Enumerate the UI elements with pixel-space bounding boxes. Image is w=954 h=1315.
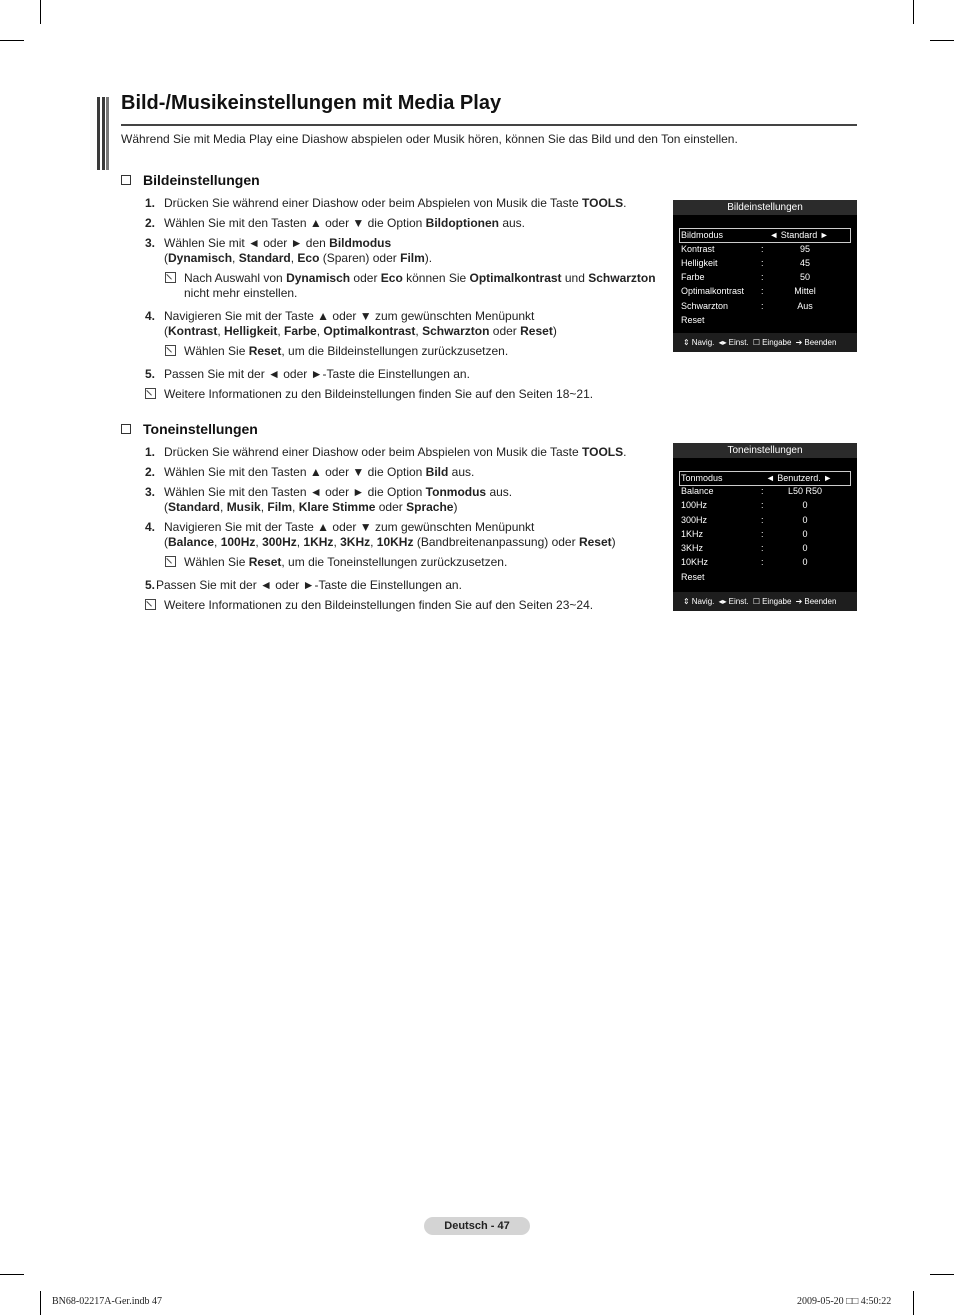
- note-text: nicht mehr einstellen.: [184, 286, 298, 300]
- osd-row: 3KHz : 0: [681, 543, 808, 553]
- checkbox-bullet-icon: [121, 424, 131, 434]
- step-text: Passen Sie mit der ◄ oder ►-Taste die Einstellungen an.: [164, 367, 470, 381]
- step-text: (Dynamisch, Standard, Eco (Sparen) oder Film).: [164, 251, 433, 265]
- crop-mark: [930, 40, 954, 41]
- osd-row: 10KHz : 0: [681, 557, 808, 567]
- step-number: 4.: [145, 520, 156, 534]
- osd-footer: ⇕ Navig. ◂▸ Einst. ☐ Eingabe ➔ Beenden: [673, 592, 857, 611]
- osd-row: Helligkeit : 45: [681, 258, 810, 268]
- exit-icon: ➔: [795, 597, 803, 606]
- note-icon: [165, 345, 176, 356]
- crop-mark: [913, 0, 914, 24]
- step-number: 5.: [145, 367, 156, 381]
- note-text: Wählen Sie Reset, um die Bildeinstellungen zurückzusetzen.: [184, 344, 509, 358]
- note-icon: [145, 388, 156, 399]
- intro-text: Während Sie mit Media Play eine Diashow abspielen oder Musik hören, können Sie das Bild und den Ton einstellen.: [121, 132, 738, 146]
- note-icon: [165, 272, 176, 283]
- note-icon: [165, 556, 176, 567]
- note-icon: [145, 599, 156, 610]
- step-text: (Standard, Musik, Film, Klare Stimme oder Sprache): [164, 500, 458, 514]
- enter-icon: ☐: [752, 338, 761, 347]
- step-number: 3.: [145, 236, 156, 250]
- step-text: Wählen Sie mit den Tasten ▲ oder ▼ die Option Bild aus.: [164, 465, 475, 479]
- section-heading-ton: Toneinstellungen: [121, 421, 258, 437]
- crop-mark: [930, 1274, 954, 1275]
- crop-mark: [0, 1274, 24, 1275]
- leftright-arrow-icon: ◂▸: [718, 597, 727, 606]
- step-number: 2.: [145, 465, 156, 479]
- page-title: Bild-/Musikeinstellungen mit Media Play: [121, 92, 502, 114]
- step-text: Drücken Sie während einer Diashow oder beim Abspielen von Musik die Taste TOOLS.: [164, 445, 627, 459]
- note-text: Nach Auswahl von Dynamisch oder Eco können Sie Optimalkontrast und Schwarzton: [184, 271, 656, 285]
- step-number: 1.: [145, 196, 156, 210]
- osd-row: Schwarzton : Aus: [681, 301, 813, 311]
- print-slug-file: BN68-02217A-Ger.indb 47: [52, 1296, 162, 1307]
- note-text: Weitere Informationen zu den Bildeinstellungen finden Sie auf den Seiten 18~21.: [164, 387, 594, 401]
- osd-row-selected: Tonmodus ◄ Benutzerd. ►: [679, 471, 851, 486]
- step-text: Wählen Sie mit den Tasten ◄ oder ► die Option Tonmodus aus.: [164, 485, 513, 499]
- step-number: 5.: [145, 578, 156, 592]
- crop-mark: [913, 1291, 914, 1315]
- note-text: Weitere Informationen zu den Bildeinstellungen finden Sie auf den Seiten 23~24.: [164, 598, 594, 612]
- section-heading-bild: Bildeinstellungen: [121, 172, 260, 188]
- step-text: Drücken Sie während einer Diashow oder beim Abspielen von Musik die Taste TOOLS.: [164, 196, 627, 210]
- osd-row: 1KHz : 0: [681, 529, 808, 539]
- step-text: Navigieren Sie mit der Taste ▲ oder ▼ zum gewünschten Menüpunkt: [164, 520, 535, 534]
- osd-bild-menu: [673, 200, 857, 352]
- osd-row: Reset: [681, 572, 705, 582]
- osd-title: Toneinstellungen: [673, 443, 857, 458]
- osd-row: 300Hz : 0: [681, 515, 808, 525]
- updown-arrow-icon: ⇕: [683, 597, 690, 606]
- osd-row-selected: Bildmodus ◄ Standard ►: [679, 228, 851, 243]
- osd-row: Farbe : 50: [681, 272, 810, 282]
- step-text: (Balance, 100Hz, 300Hz, 1KHz, 3KHz, 10KHz (Bandbreitenanpassung) oder Reset): [164, 535, 616, 549]
- page-number-badge: Deutsch - 47: [424, 1217, 530, 1235]
- osd-row: Reset: [681, 315, 705, 325]
- step-number: 3.: [145, 485, 156, 499]
- step-number: 1.: [145, 445, 156, 459]
- title-rule: [121, 124, 857, 126]
- exit-icon: ➔: [795, 338, 803, 347]
- print-slug-date: 2009-05-20 □□ 4:50:22: [797, 1296, 892, 1307]
- enter-icon: ☐: [752, 597, 761, 606]
- step-text: Passen Sie mit der ◄ oder ►-Taste die Einstellungen an.: [156, 578, 462, 592]
- note-text: Wählen Sie Reset, um die Toneinstellungen zurückzusetzen.: [184, 555, 508, 569]
- osd-row: Kontrast : 95: [681, 244, 810, 254]
- leftright-arrow-icon: ◂▸: [718, 338, 727, 347]
- step-text: Wählen Sie mit ◄ oder ► den Bildmodus: [164, 236, 392, 250]
- title-decoration: [97, 97, 109, 170]
- checkbox-bullet-icon: [121, 175, 131, 185]
- osd-row: Optimalkontrast : Mittel: [681, 286, 816, 296]
- updown-arrow-icon: ⇕: [683, 338, 690, 347]
- step-text: (Kontrast, Helligkeit, Farbe, Optimalkontrast, Schwarzton oder Reset): [164, 324, 557, 338]
- crop-mark: [40, 1291, 41, 1315]
- step-text: Wählen Sie mit den Tasten ▲ oder ▼ die Option Bildoptionen aus.: [164, 216, 526, 230]
- osd-ton-menu: [673, 443, 857, 611]
- step-number: 4.: [145, 309, 156, 323]
- crop-mark: [40, 0, 41, 24]
- osd-title: Bildeinstellungen: [673, 200, 857, 215]
- osd-row: Balance : L50 R50: [681, 486, 823, 496]
- step-text: Navigieren Sie mit der Taste ▲ oder ▼ zum gewünschten Menüpunkt: [164, 309, 535, 323]
- step-number: 2.: [145, 216, 156, 230]
- crop-mark: [0, 40, 24, 41]
- osd-row: 100Hz : 0: [681, 500, 808, 510]
- osd-footer: ⇕ Navig. ◂▸ Einst. ☐ Eingabe ➔ Beenden: [673, 333, 857, 352]
